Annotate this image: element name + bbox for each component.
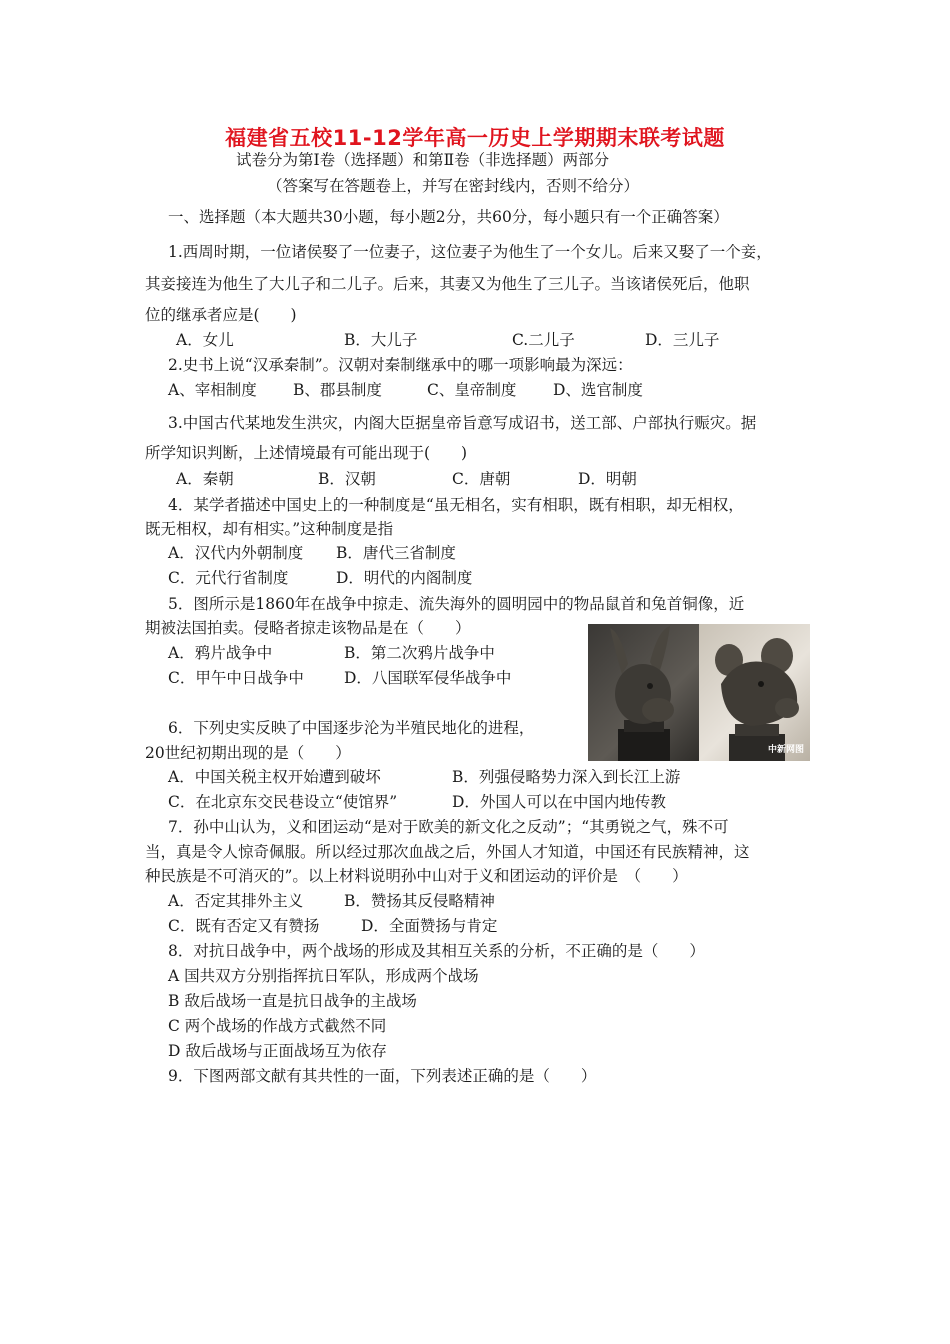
q2-line: 2.史书上说“汉承秦制”。汉朝对秦制继承中的哪一项影响最为深远： <box>168 356 633 374</box>
q6-option-a: A．中国关税主权开始遭到破坏 <box>168 768 381 786</box>
q7-option-d: D．全面赞扬与肯定 <box>361 917 498 935</box>
q4-line: 既无相权，却有相实。”这种制度是指 <box>145 520 394 538</box>
q3-line: 所学知识判断，上述情境最有可能出现于( ) <box>145 444 468 462</box>
section-heading: 一、选择题（本大题共30小题，每小题2分，共60分，每小题只有一个正确答案） <box>168 208 729 226</box>
q3-option-b: B．汉朝 <box>318 470 376 488</box>
q8-option-b: B 敌后战场一直是抗日战争的主战场 <box>168 992 417 1010</box>
q7-line: 7．孙中山认为，义和团运动“是对于欧美的新文化之反动”；“其勇锐之气，殊不可 <box>168 818 729 836</box>
q4-option-a: A．汉代内外朝制度 <box>168 544 304 562</box>
rabbit-head-image <box>588 624 699 761</box>
q9-line: 9．下图两部文献有其共性的一面，下列表述正确的是（ ） <box>168 1067 597 1085</box>
q7-line: 当，真是令人惊奇佩服。所以经过那次血战之后，外国人才知道，中国还有民族精神，这 <box>145 843 750 861</box>
q1-line: 1.西周时期，一位诸侯娶了一位妻子，这位妻子为他生了一个女儿。后来又娶了一个妾， <box>168 243 772 261</box>
q1-option-c: C.二儿子 <box>512 331 575 349</box>
bronze-heads-photo <box>588 624 810 761</box>
q1-option-d: D．三儿子 <box>645 331 720 349</box>
q4-line: 4．某学者描述中国史上的一种制度是“虽无相名，实有相职，既有相职，却无相权， <box>168 496 744 514</box>
subtitle-1: 试卷分为第Ⅰ卷（选择题）和第Ⅱ卷（非选择题）两部分 <box>236 151 610 169</box>
q7-option-b: B．赞扬其反侵略精神 <box>344 892 495 910</box>
q7-option-a: A．否定其排外主义 <box>168 892 304 910</box>
q5-option-a: A．鸦片战争中 <box>168 644 273 662</box>
q2-option-a: A、宰相制度 <box>168 381 257 399</box>
q7-option-c: C．既有否定又有赞扬 <box>168 917 320 935</box>
q6-option-b: B．列强侵略势力深入到长江上游 <box>452 768 681 786</box>
q7-line: 种民族是不可消灭的”。以上材料说明孙中山对于义和团运动的评价是 （ ） <box>145 867 688 885</box>
q4-option-d: D．明代的内阁制度 <box>336 569 473 587</box>
rat-head-image <box>699 624 810 761</box>
q2-option-b: B、郡县制度 <box>293 381 382 399</box>
q1-option-a: A．女儿 <box>176 331 234 349</box>
q6-option-c: C．在北京东交民巷设立“使馆界” <box>168 793 398 811</box>
q8-option-d: D 敌后战场与正面战场互为依存 <box>168 1042 387 1060</box>
photo-watermark: 中新网图 <box>767 745 804 755</box>
q2-option-c: C、皇帝制度 <box>427 381 517 399</box>
q5-option-d: D．八国联军侵华战争中 <box>344 669 512 687</box>
q4-option-c: C．元代行省制度 <box>168 569 289 587</box>
q8-option-a: A 国共双方分别指挥抗日军队，形成两个战场 <box>168 967 479 985</box>
q6-option-d: D．外国人可以在中国内地传教 <box>452 793 666 811</box>
q3-option-d: D．明朝 <box>578 470 637 488</box>
q3-option-a: A．秦朝 <box>176 470 234 488</box>
q2-option-d: D、选官制度 <box>553 381 643 399</box>
q5-option-c: C．甲午中日战争中 <box>168 669 304 687</box>
q5-line: 期被法国拍卖。侵略者掠走该物品是在（ ） <box>145 619 471 637</box>
rabbit-head-icon <box>588 624 699 761</box>
subtitle-2: （答案写在答题卷上，并写在密封线内，否则不给分） <box>267 177 640 195</box>
q1-option-b: B．大儿子 <box>344 331 418 349</box>
q5-line: 5．图所示是1860年在战争中掠走、流失海外的圆明园中的物品鼠首和兔首铜像，近 <box>168 595 745 613</box>
page-title: 福建省五校11-12学年高一历史上学期期末联考试题 <box>225 126 725 150</box>
q5-option-b: B．第二次鸦片战争中 <box>344 644 495 662</box>
q4-option-b: B．唐代三省制度 <box>336 544 456 562</box>
q6-line: 20世纪初期出现的是（ ） <box>145 744 351 762</box>
q8-option-c: C 两个战场的作战方式截然不同 <box>168 1017 387 1035</box>
q8-line: 8．对抗日战争中，两个战场的形成及其相互关系的分析，不正确的是（ ） <box>168 942 705 960</box>
q6-line: 6．下列史实反映了中国逐步沦为半殖民地化的进程， <box>168 719 535 737</box>
q3-line: 3.中国古代某地发生洪灾，内阁大臣据皇帝旨意写成诏书，送工部、户部执行赈灾。据 <box>168 414 757 432</box>
q3-option-c: C．唐朝 <box>452 470 511 488</box>
rat-head-icon <box>699 624 810 761</box>
q1-line: 其妾接连为他生了大儿子和二儿子。后来，其妻又为他生了三儿子。当该诸侯死后，他职 <box>145 275 750 293</box>
q1-line: 位的继承者应是( ) <box>145 306 297 324</box>
